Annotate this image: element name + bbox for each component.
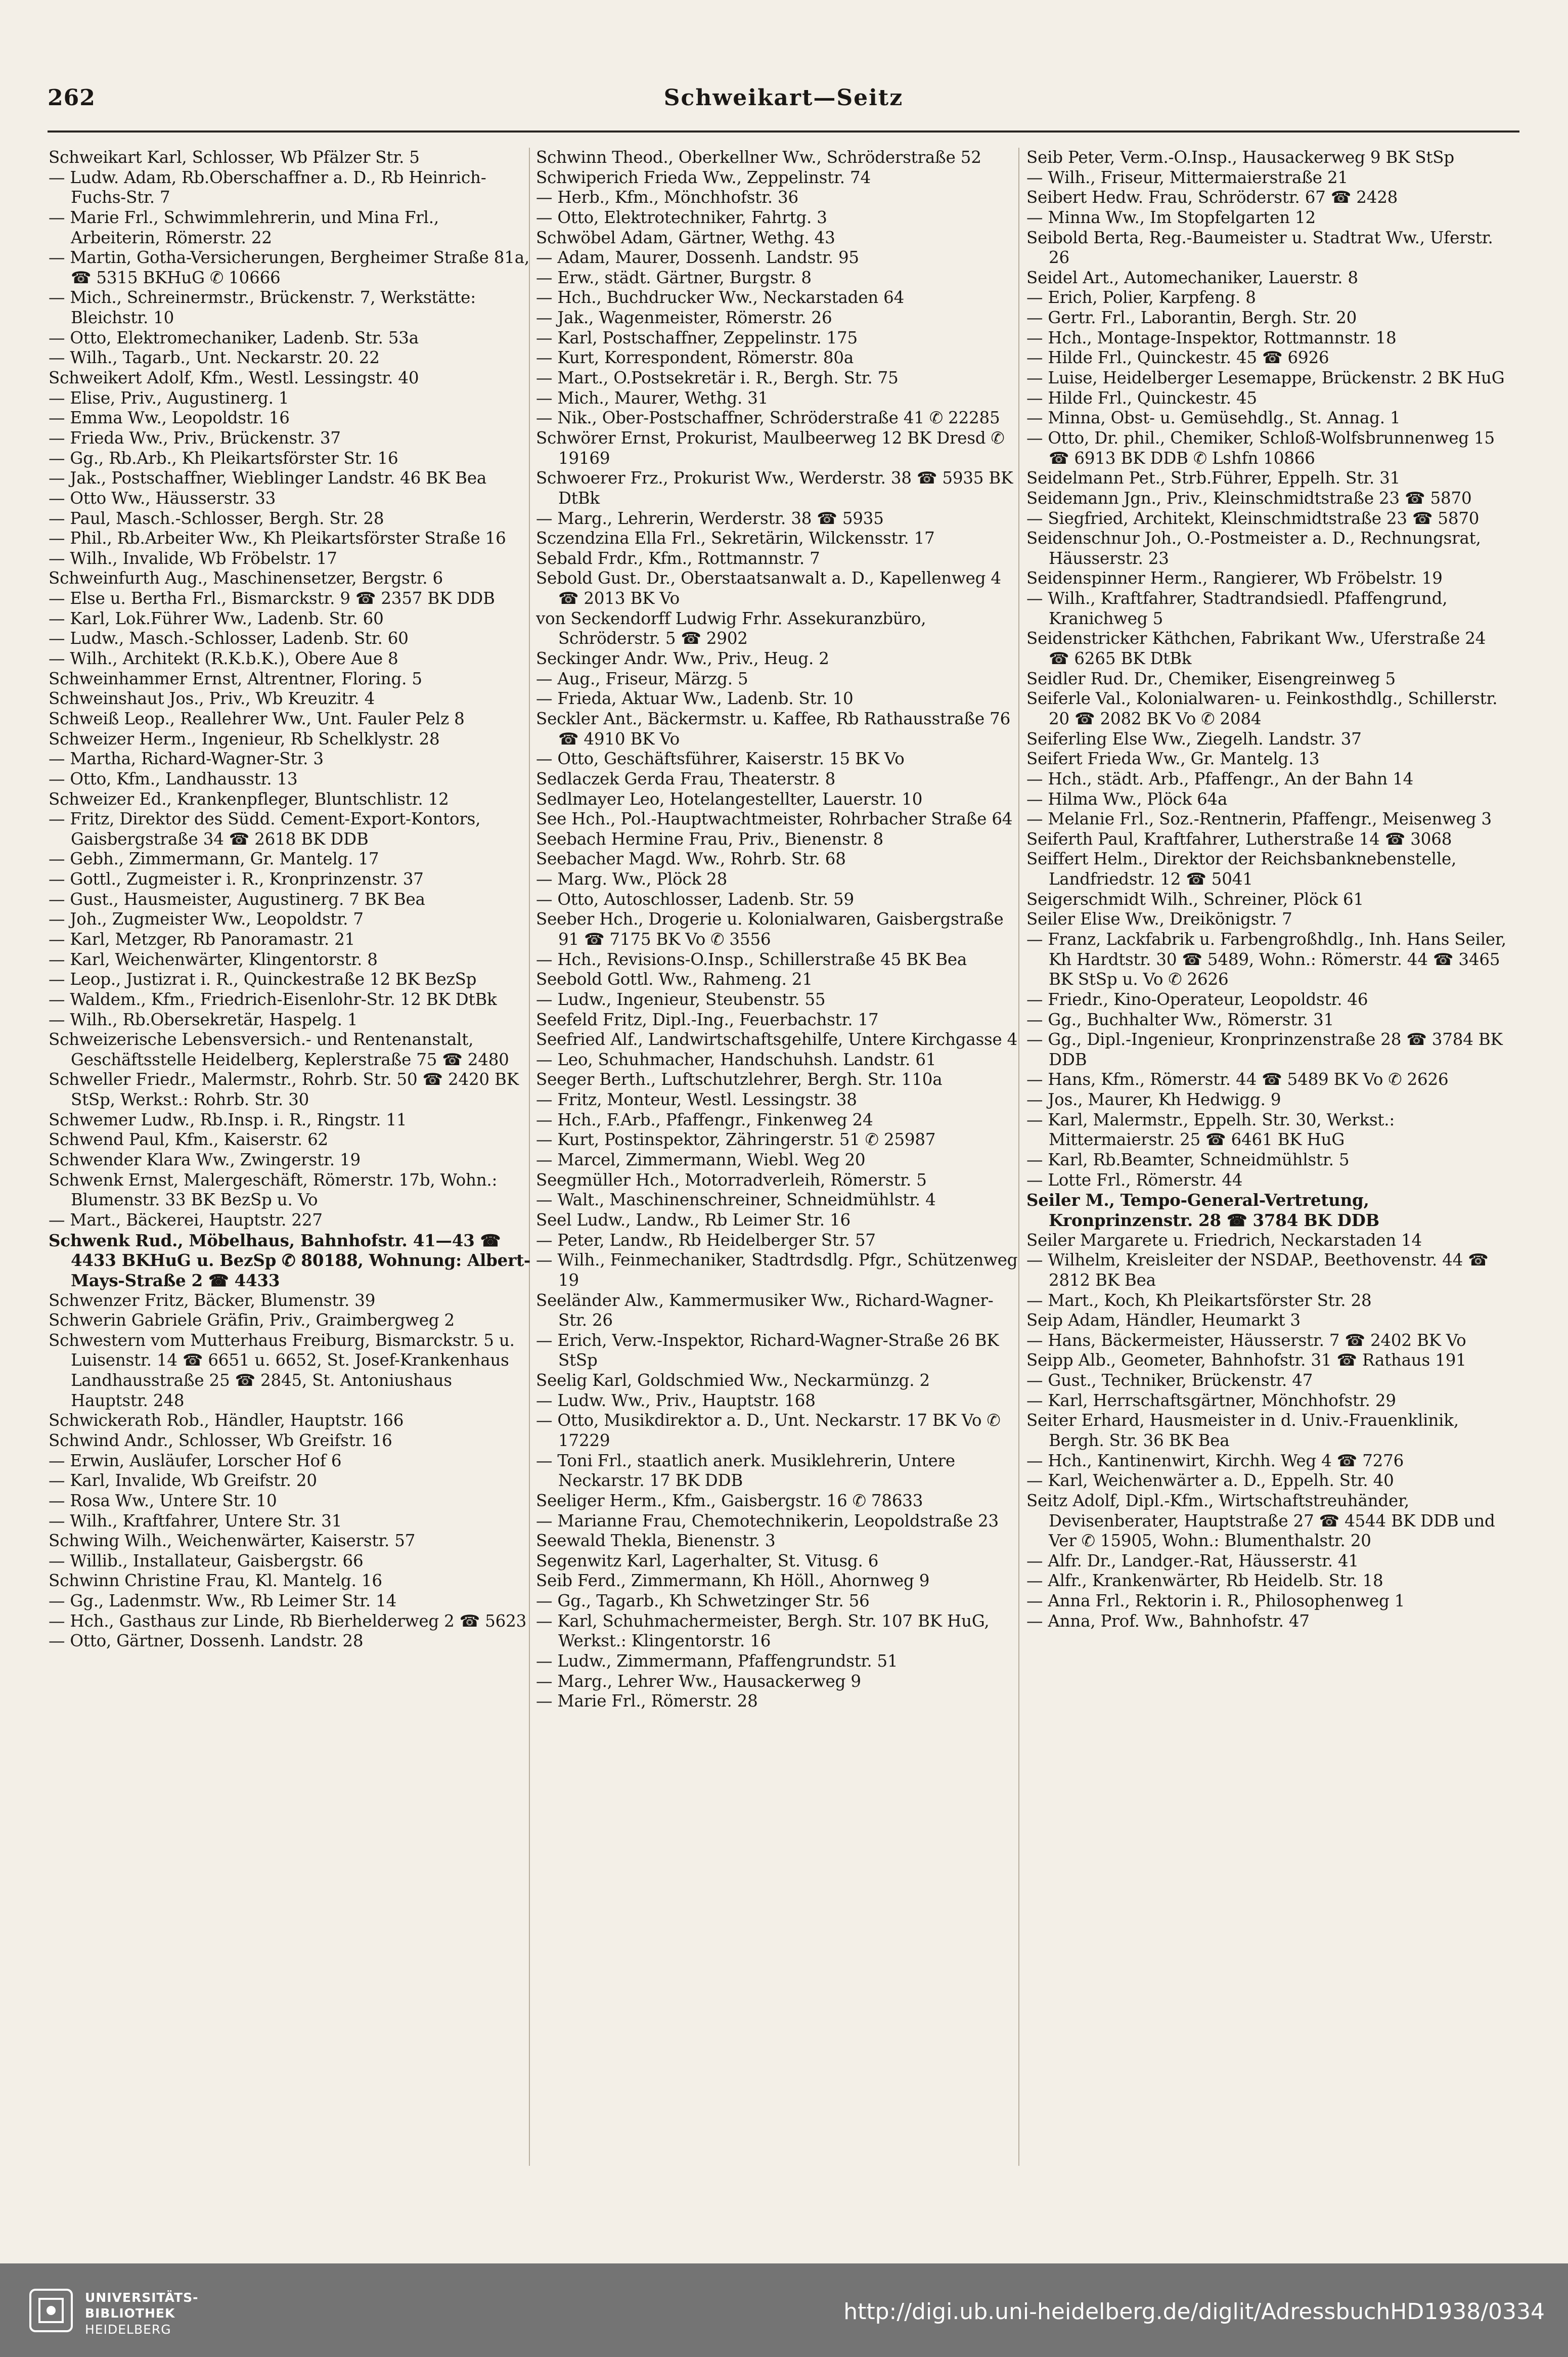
directory-entry: — Karl, Postschaffner, Zeppelinstr. 175 bbox=[536, 328, 858, 347]
directory-entry: Seibold Berta, Reg.-Baumeister u. Stadtrat Ww., Uferstr. 26 bbox=[1026, 228, 1493, 268]
directory-entry: — Melanie Frl., Soz.-Rentnerin, Pfaffengr., Meisenweg 3 bbox=[1026, 809, 1492, 829]
directory-entry: Seiferling Else Ww., Ziegelh. Landstr. 37 bbox=[1026, 729, 1362, 749]
directory-entry: Seiler Elise Ww., Dreikönigstr. 7 bbox=[1026, 909, 1292, 929]
page-number: 262 bbox=[48, 85, 96, 111]
directory-entry: Seidemann Jgn., Priv., Kleinschmidtstraße 23 ☎ 5870 bbox=[1026, 488, 1472, 508]
directory-entry: — Marg. Ww., Plöck 28 bbox=[536, 869, 728, 889]
directory-entry: — Otto, Dr. phil., Chemiker, Schloß-Wolfsbrunnenweg 15 ☎ 6913 BK DDB ✆ Lshfn 10866 bbox=[1026, 428, 1495, 468]
directory-entry: — Gebh., Zimmermann, Gr. Mantelg. 17 bbox=[49, 849, 379, 869]
directory-entry: — Otto, Kfm., Landhausstr. 13 bbox=[49, 769, 298, 789]
directory-entry: Seitz Adolf, Dipl.-Kfm., Wirtschaftstreuhänder, Devisenberater, Hauptstraße 27 ☎ 4544 BK DDB und Ver ✆ 15905, Wohn.: Blumenthalstr. 20 bbox=[1026, 1491, 1495, 1551]
directory-entry: — Jak., Wagenmeister, Römerstr. 26 bbox=[536, 308, 832, 328]
directory-entry: Seib Peter, Verm.-O.Insp., Hausackerweg 9 BK StSp bbox=[1026, 148, 1454, 167]
directory-entry: — Gust., Techniker, Brückenstr. 47 bbox=[1026, 1371, 1313, 1390]
directory-entry: — Lotte Frl., Römerstr. 44 bbox=[1026, 1170, 1243, 1190]
directory-entry: Seiler Margarete u. Friedrich, Neckarstaden 14 bbox=[1026, 1230, 1422, 1250]
directory-entry: — Wilh., Kraftfahrer, Stadtrandsiedl. Pfaffengrund, Kranichweg 5 bbox=[1026, 589, 1448, 628]
directory-entry: — Anna, Prof. Ww., Bahnhofstr. 47 bbox=[1026, 1611, 1310, 1631]
directory-entry: Seiferth Paul, Kraftfahrer, Lutherstraße 14 ☎ 3068 bbox=[1026, 829, 1452, 849]
directory-entry: — Hans, Bäckermeister, Häusserstr. 7 ☎ 2402 BK Vo bbox=[1026, 1330, 1466, 1350]
directory-column-1 bbox=[49, 148, 532, 2171]
directory-entry: — Alfr., Krankenwärter, Rb Heidelb. Str. 18 bbox=[1026, 1571, 1383, 1591]
directory-entry: — Otto, Musikdirektor a. D., Unt. Neckarstr. 17 BK Vo ✆ 17229 bbox=[536, 1411, 1001, 1450]
directory-entry: Seel Ludw., Landw., Rb Leimer Str. 16 bbox=[536, 1210, 851, 1230]
directory-entry: — Else u. Bertha Frl., Bismarckstr. 9 ☎ 2357 BK DDB bbox=[49, 589, 495, 608]
directory-entry: — Frieda Ww., Priv., Brückenstr. 37 bbox=[49, 428, 341, 448]
directory-entry: — Paul, Masch.-Schlosser, Bergh. Str. 28 bbox=[49, 508, 384, 528]
directory-entry: Seidel Art., Automechaniker, Lauerstr. 8 bbox=[1026, 268, 1358, 287]
header-rule bbox=[48, 130, 1519, 133]
directory-entry: — Wilh., Invalide, Wb Fröbelstr. 17 bbox=[49, 548, 337, 568]
directory-entry: — Siegfried, Architekt, Kleinschmidtstraße 23 ☎ 5870 bbox=[1026, 508, 1480, 528]
directory-entry: Seipp Alb., Geometer, Bahnhofstr. 31 ☎ Rathaus 191 bbox=[1026, 1350, 1466, 1370]
directory-entry: — Leop., Justizrat i. R., Quinckestraße 12 BK BezSp bbox=[49, 970, 477, 989]
directory-entry: — Wilh., Tagarb., Unt. Neckarstr. 20. 22 bbox=[49, 348, 380, 368]
running-head: Schweikart—Seitz bbox=[663, 85, 904, 111]
directory-entry: — Minna Ww., Im Stopfelgarten 12 bbox=[1026, 207, 1316, 227]
directory-entry: — Mich., Maurer, Wethg. 31 bbox=[536, 388, 769, 408]
directory-entry: — Hans, Kfm., Römerstr. 44 ☎ 5489 BK Vo ✆ 2626 bbox=[1026, 1070, 1449, 1089]
directory-entry: — Hch., Revisions-O.Insp., Schillerstraße 45 BK Bea bbox=[536, 949, 967, 969]
directory-entry: Schweizer Ed., Krankenpfleger, Bluntschlistr. 12 bbox=[49, 789, 449, 809]
directory-entry: — Alfr. Dr., Landger.-Rat, Häusserstr. 41 bbox=[1026, 1551, 1359, 1570]
directory-entry: Schwestern vom Mutterhaus Freiburg, Bismarckstr. 5 u. Luisenstr. 14 ☎ 6651 u. 6652, St. Josef-Krankenhaus Landhausstraße 25 ☎ 2845, St. Antoniushaus Hauptstr. 248 bbox=[49, 1330, 515, 1410]
directory-entry: — Ludw., Masch.-Schlosser, Ladenb. Str. 60 bbox=[49, 629, 409, 648]
directory-entry: Seiter Erhard, Hausmeister in d. Univ.-Frauenklinik, Bergh. Str. 36 BK Bea bbox=[1026, 1411, 1459, 1450]
directory-entry: — Otto, Gärtner, Dossenh. Landstr. 28 bbox=[49, 1631, 364, 1651]
directory-entry: Schweinhammer Ernst, Altrentner, Floring. 5 bbox=[49, 669, 422, 688]
university-library-logo-icon bbox=[29, 2289, 73, 2332]
directory-entry: Seegmüller Hch., Motorradverleih, Römerstr. 5 bbox=[536, 1170, 927, 1190]
directory-entry: Schwerin Gabriele Gräfin, Priv., Graimbergweg 2 bbox=[49, 1311, 455, 1330]
directory-entry: — Hilde Frl., Quinckestr. 45 ☎ 6926 bbox=[1026, 348, 1329, 368]
directory-entry: Schwoerer Frz., Prokurist Ww., Werderstr. 38 ☎ 5935 BK DtBk bbox=[536, 468, 1013, 508]
directory-entry: von Seckendorff Ludwig Frhr. Assekuranzbüro, Schröderstr. 5 ☎ 2902 bbox=[536, 608, 926, 648]
directory-entry: Seidenschnur Joh., O.-Postmeister a. D., Rechnungsrat, Häusserstr. 23 bbox=[1026, 529, 1481, 568]
directory-entry: Sebald Frdr., Kfm., Rottmannstr. 7 bbox=[536, 548, 820, 568]
directory-entry: Seebacher Magd. Ww., Rohrb. Str. 68 bbox=[536, 849, 846, 869]
directory-entry: Schwender Klara Ww., Zwingerstr. 19 bbox=[49, 1150, 361, 1170]
directory-entry: Schwind Andr., Schlosser, Wb Greifstr. 16 bbox=[49, 1431, 392, 1450]
directory-entry: See Hch., Pol.-Hauptwachtmeister, Rohrbacher Straße 64 bbox=[536, 809, 1013, 829]
directory-entry: — Minna, Obst- u. Gemüsehdlg., St. Annag. 1 bbox=[1026, 408, 1401, 428]
directory-entry: Seidenspinner Herm., Rangierer, Wb Fröbelstr. 19 bbox=[1026, 569, 1443, 588]
directory-entry: — Gg., Ladenmstr. Ww., Rb Leimer Str. 14 bbox=[49, 1591, 397, 1611]
directory-entry: — Karl, Rb.Beamter, Schneidmühlstr. 5 bbox=[1026, 1150, 1350, 1170]
directory-entry: — Hch., Montage-Inspektor, Rottmannstr. 18 bbox=[1026, 328, 1397, 347]
directory-entry: Schwöbel Adam, Gärtner, Wethg. 43 bbox=[536, 228, 835, 247]
page-header bbox=[48, 85, 1519, 121]
directory-entry: — Rosa Ww., Untere Str. 10 bbox=[49, 1491, 277, 1510]
directory-entry: Schwiperich Frieda Ww., Zeppelinstr. 74 bbox=[536, 167, 871, 187]
directory-entry: — Wilh., Friseur, Mittermaierstraße 21 bbox=[1026, 167, 1348, 187]
directory-entry: — Frieda, Aktuar Ww., Ladenb. Str. 10 bbox=[536, 689, 854, 709]
directory-entry: Seiffert Helm., Direktor der Reichsbanknebenstelle, Landfriedstr. 12 ☎ 5041 bbox=[1026, 849, 1457, 889]
directory-column-2 bbox=[536, 148, 1019, 2171]
directory-entry: Schwinn Theod., Oberkellner Ww., Schröderstraße 52 bbox=[536, 148, 981, 167]
directory-entry: — Joh., Zugmeister Ww., Leopoldstr. 7 bbox=[49, 909, 364, 929]
directory-entry: — Kurt, Postinspektor, Zähringerstr. 51 ✆ 25987 bbox=[536, 1130, 936, 1150]
directory-entry: Schwickerath Rob., Händler, Hauptstr. 166 bbox=[49, 1411, 404, 1430]
directory-entry: — Willib., Installateur, Gaisbergstr. 66 bbox=[49, 1551, 364, 1570]
directory-entry: Schwing Wilh., Weichenwärter, Kaiserstr. 57 bbox=[49, 1531, 416, 1551]
directory-entry: — Wilh., Rb.Obersekretär, Haspelg. 1 bbox=[49, 1010, 358, 1029]
directory-entry: Seib Ferd., Zimmermann, Kh Höll., Ahornweg 9 bbox=[536, 1571, 930, 1591]
directory-entry: Seidenstricker Käthchen, Fabrikant Ww., Uferstraße 24 ☎ 6265 BK DtBk bbox=[1026, 629, 1486, 669]
directory-entry: — Fritz, Monteur, Westl. Lessingstr. 38 bbox=[536, 1090, 857, 1110]
directory-entry: — Mart., O.Postsekretär i. R., Bergh. Str. 75 bbox=[536, 368, 899, 388]
directory-entry: — Franz, Lackfabrik u. Farbengroßhdlg., Inh. Hans Seiler, Kh Hardtstr. 30 ☎ 5489, Wohn.: Römerstr. 44 ☎ 3465 BK StSp u. Vo ✆ 2626 bbox=[1026, 929, 1506, 989]
directory-entry: Sczendzina Ella Frl., Sekretärin, Wilckensstr. 17 bbox=[536, 529, 935, 548]
directory-entry: — Gg., Buchhalter Ww., Römerstr. 31 bbox=[1026, 1010, 1334, 1029]
directory-entry: — Wilh., Feinmechaniker, Stadtrdsdlg. Pfgr., Schützenweg 19 bbox=[536, 1250, 1018, 1290]
directory-entry: Seeber Hch., Drogerie u. Kolonialwaren, Gaisbergstraße 91 ☎ 7175 BK Vo ✆ 3556 bbox=[536, 909, 1004, 949]
directory-entry: Seebach Hermine Frau, Priv., Bienenstr. 8 bbox=[536, 829, 883, 849]
directory-entry: Seeliger Herm., Kfm., Gaisbergstr. 16 ✆ 78633 bbox=[536, 1491, 923, 1510]
directory-entry: — Jak., Postschaffner, Wieblinger Landstr. 46 BK Bea bbox=[49, 468, 487, 488]
directory-entry: Seeger Berth., Luftschutzlehrer, Bergh. Str. 110a bbox=[536, 1070, 943, 1089]
directory-entry: Segenwitz Karl, Lagerhalter, St. Vitusg. 6 bbox=[536, 1551, 879, 1570]
directory-entry: — Kurt, Korrespondent, Römerstr. 80a bbox=[536, 348, 854, 368]
directory-entry: — Hch., Gasthaus zur Linde, Rb Bierhelderweg 2 ☎ 5623 bbox=[49, 1611, 527, 1631]
directory-entry: Schweizerische Lebensversich.- und Rentenanstalt, Geschäftsstelle Heidelberg, Keplerstraße 75 ☎ 2480 bbox=[49, 1030, 509, 1069]
directory-entry: Schwend Paul, Kfm., Kaiserstr. 62 bbox=[49, 1130, 329, 1150]
directory-entry: — Otto, Elektromechaniker, Ladenb. Str. 53a bbox=[49, 328, 419, 347]
directory-entry: — Karl, Malermstr., Eppelh. Str. 30, Werkst.: Mittermaierstr. 25 ☎ 6461 BK HuG bbox=[1026, 1110, 1395, 1150]
directory-entry: Schwörer Ernst, Prokurist, Maulbeerweg 12 BK Dresd ✆ 19169 bbox=[536, 428, 1005, 468]
library-name-line2: BIBLIOTHEK bbox=[85, 2306, 175, 2321]
directory-entry: — Hch., Kantinenwirt, Kirchh. Weg 4 ☎ 7276 bbox=[1026, 1451, 1404, 1470]
directory-entry: Schweikart Karl, Schlosser, Wb Pfälzer Str. 5 bbox=[49, 148, 420, 167]
directory-entry: — Emma Ww., Leopoldstr. 16 bbox=[49, 408, 290, 428]
directory-entry: — Hch., Buchdrucker Ww., Neckarstaden 64 bbox=[536, 288, 905, 308]
directory-entry: — Marg., Lehrerin, Werderstr. 38 ☎ 5935 bbox=[536, 508, 884, 528]
directory-entry: Seibert Hedw. Frau, Schröderstr. 67 ☎ 2428 bbox=[1026, 188, 1398, 207]
directory-entry: — Marie Frl., Römerstr. 28 bbox=[536, 1691, 758, 1711]
directory-entry: — Adam, Maurer, Dossenh. Landstr. 95 bbox=[536, 248, 859, 268]
library-name-line1: UNIVERSITÄTS- bbox=[85, 2290, 199, 2305]
directory-entry: — Otto, Autoschlosser, Ladenb. Str. 59 bbox=[536, 889, 854, 909]
directory-entry: Seewald Thekla, Bienenstr. 3 bbox=[536, 1531, 776, 1551]
directory-entry: Seckler Ant., Bäckermstr. u. Kaffee, Rb Rathausstraße 76 ☎ 4910 BK Vo bbox=[536, 709, 1011, 749]
directory-entry: — Gust., Hausmeister, Augustinerg. 7 BK Bea bbox=[49, 889, 425, 909]
directory-entry: Seeländer Alw., Kammermusiker Ww., Richard-Wagner-Str. 26 bbox=[536, 1290, 994, 1330]
directory-entry: Sedlaczek Gerda Frau, Theaterstr. 8 bbox=[536, 769, 836, 789]
directory-entry: Schweikert Adolf, Kfm., Westl. Lessingstr. 40 bbox=[49, 368, 419, 388]
library-footer-bar bbox=[0, 2263, 1568, 2357]
directory-entry: — Marie Frl., Schwimmlehrerin, und Mina Frl., Arbeiterin, Römerstr. 22 bbox=[49, 207, 439, 247]
directory-entry: — Erw., städt. Gärtner, Burgstr. 8 bbox=[536, 268, 812, 287]
directory-entry: — Gg., Dipl.-Ingenieur, Kronprinzenstraße 28 ☎ 3784 BK DDB bbox=[1026, 1030, 1503, 1069]
directory-entry: — Hilma Ww., Plöck 64a bbox=[1026, 789, 1228, 809]
directory-entry: — Mart., Koch, Kh Pleikartsförster Str. 28 bbox=[1026, 1290, 1372, 1310]
directory-entry: — Karl, Invalide, Wb Greifstr. 20 bbox=[49, 1471, 317, 1491]
directory-entry: — Karl, Herrschaftsgärtner, Mönchhofstr. 29 bbox=[1026, 1390, 1396, 1410]
directory-entry: — Wilh., Kraftfahrer, Untere Str. 31 bbox=[49, 1511, 342, 1531]
directory-entry: Schwenk Ernst, Malergeschäft, Römerstr. 17b, Wohn.: Blumenstr. 33 BK BezSp u. Vo bbox=[49, 1170, 498, 1210]
directory-entry: — Otto, Geschäftsführer, Kaiserstr. 15 BK Vo bbox=[536, 749, 905, 769]
directory-entry: — Karl, Metzger, Rb Panoramastr. 21 bbox=[49, 929, 355, 949]
directory-entry: — Gg., Rb.Arb., Kh Pleikartsförster Str. 16 bbox=[49, 448, 398, 468]
directory-entry: — Gg., Tagarb., Kh Schwetzinger Str. 56 bbox=[536, 1591, 870, 1611]
directory-entry: — Nik., Ober-Postschaffner, Schröderstraße 41 ✆ 22285 bbox=[536, 408, 1000, 428]
directory-entry: — Hch., städt. Arb., Pfaffengr., An der Bahn 14 bbox=[1026, 769, 1414, 789]
directory-entry: Seigerschmidt Wilh., Schreiner, Plöck 61 bbox=[1026, 889, 1364, 909]
directory-entry: — Gertr. Frl., Laborantin, Bergh. Str. 20 bbox=[1026, 308, 1357, 328]
directory-entry: — Karl, Lok.Führer Ww., Ladenb. Str. 60 bbox=[49, 608, 384, 628]
directory-entry: — Elise, Priv., Augustinerg. 1 bbox=[49, 388, 289, 408]
library-name-line3: HEIDELBERG bbox=[85, 2322, 171, 2337]
directory-entry: Schwenzer Fritz, Bäcker, Blumenstr. 39 bbox=[49, 1290, 376, 1310]
permalink-url[interactable]: http://digi.ub.uni-heidelberg.de/diglit/AdressbuchHD1938/0334 bbox=[843, 2299, 1545, 2325]
directory-entry: Schwenk Rud., Möbelhaus, Bahnhofstr. 41—43 ☎ 4433 BKHuG u. BezSp ✆ 80188, Wohnung: Albert-Mays-Straße 2 ☎ 4433 bbox=[49, 1230, 531, 1290]
directory-entry: — Wilh., Architekt (R.K.b.K.), Obere Aue 8 bbox=[49, 649, 398, 669]
directory-entry: — Wilhelm, Kreisleiter der NSDAP., Beethovenstr. 44 ☎ 2812 BK Bea bbox=[1026, 1250, 1489, 1290]
directory-entry: — Anna Frl., Rektorin i. R., Philosophenweg 1 bbox=[1026, 1591, 1405, 1611]
directory-entry: Schweinfurth Aug., Maschinensetzer, Bergstr. 6 bbox=[49, 569, 443, 588]
directory-entry: Seelig Karl, Goldschmied Ww., Neckarmünzg. 2 bbox=[536, 1371, 930, 1390]
directory-entry: — Otto Ww., Häusserstr. 33 bbox=[49, 488, 276, 508]
directory-entry: Seifert Frieda Ww., Gr. Mantelg. 13 bbox=[1026, 749, 1320, 769]
directory-entry: Schwemer Ludw., Rb.Insp. i. R., Ringstr. 11 bbox=[49, 1110, 407, 1129]
directory-entry: — Mart., Bäckerei, Hauptstr. 227 bbox=[49, 1210, 323, 1230]
directory-entry: — Marianne Frau, Chemotechnikerin, Leopoldstraße 23 bbox=[536, 1511, 999, 1531]
directory-entry: — Martin, Gotha-Versicherungen, Bergheimer Straße 81a, ☎ 5315 BKHuG ✆ 10666 bbox=[49, 248, 530, 287]
directory-entry: — Herb., Kfm., Mönchhofstr. 36 bbox=[536, 188, 799, 207]
directory-entry: — Ludw., Zimmermann, Pfaffengrundstr. 51 bbox=[536, 1651, 898, 1671]
directory-entry: — Erich, Verw.-Inspektor, Richard-Wagner-Straße 26 BK StSp bbox=[536, 1330, 999, 1370]
directory-entry: — Martha, Richard-Wagner-Str. 3 bbox=[49, 749, 324, 769]
directory-entry: Schweiß Leop., Reallehrer Ww., Unt. Fauler Pelz 8 bbox=[49, 709, 465, 728]
directory-entry: Seefried Alf., Landwirtschaftsgehilfe, Untere Kirchgasse 4 bbox=[536, 1030, 1018, 1050]
directory-entry: — Ludw. Ww., Priv., Hauptstr. 168 bbox=[536, 1390, 816, 1410]
library-name bbox=[85, 2290, 198, 2337]
directory-entry: Schweizer Herm., Ingenieur, Rb Schelklystr. 28 bbox=[49, 729, 440, 749]
directory-entry: — Peter, Landw., Rb Heidelberger Str. 57 bbox=[536, 1230, 876, 1250]
directory-entry: Schwinn Christine Frau, Kl. Mantelg. 16 bbox=[49, 1571, 382, 1591]
directory-entry: — Erwin, Ausläufer, Lorscher Hof 6 bbox=[49, 1451, 342, 1470]
directory-entry: Schweller Friedr., Malermstr., Rohrb. Str. 50 ☎ 2420 BK StSp, Werkst.: Rohrb. Str. 30 bbox=[49, 1070, 519, 1110]
directory-entry: — Hilde Frl., Quinckestr. 45 bbox=[1026, 388, 1257, 408]
directory-entry: — Friedr., Kino-Operateur, Leopoldstr. 46 bbox=[1026, 989, 1368, 1009]
directory-entry: Seefeld Fritz, Dipl.-Ing., Feuerbachstr. 17 bbox=[536, 1010, 879, 1029]
directory-entry: — Karl, Weichenwärter a. D., Eppelh. Str. 40 bbox=[1026, 1471, 1394, 1491]
directory-entry: — Walt., Maschinenschreiner, Schneidmühlstr. 4 bbox=[536, 1190, 936, 1210]
directory-entry: — Karl, Weichenwärter, Klingentorstr. 8 bbox=[49, 949, 378, 969]
directory-entry: — Fritz, Direktor des Südd. Cement-Export-Kontors, Gaisbergstraße 34 ☎ 2618 BK DDB bbox=[49, 809, 481, 849]
directory-entry: Sedlmayer Leo, Hotelangestellter, Lauerstr. 10 bbox=[536, 789, 923, 809]
directory-entry: — Karl, Schuhmachermeister, Bergh. Str. 107 BK HuG, Werkst.: Klingentorstr. 16 bbox=[536, 1611, 990, 1651]
directory-entry: — Gottl., Zugmeister i. R., Kronprinzenstr. 37 bbox=[49, 869, 424, 889]
directory-entry: Sebold Gust. Dr., Oberstaatsanwalt a. D., Kapellenweg 4 ☎ 2013 BK Vo bbox=[536, 569, 1001, 608]
directory-entry: — Mich., Schreinermstr., Brückenstr. 7, Werkstätte: Bleichstr. 10 bbox=[49, 288, 476, 328]
directory-entry: — Marcel, Zimmermann, Wiebl. Weg 20 bbox=[536, 1150, 866, 1170]
directory-entry: Seidelmann Pet., Strb.Führer, Eppelh. Str. 31 bbox=[1026, 468, 1401, 488]
directory-entry: — Marg., Lehrer Ww., Hausackerweg 9 bbox=[536, 1671, 861, 1691]
directory-entry: Seiferle Val., Kolonialwaren- u. Feinkosthdlg., Schillerstr. 20 ☎ 2082 BK Vo ✆ 2084 bbox=[1026, 689, 1498, 728]
directory-entry: Seiler M., Tempo-General-Vertretung, Kronprinzenstr. 28 ☎ 3784 BK DDB bbox=[1026, 1190, 1379, 1230]
directory-entry: — Jos., Maurer, Kh Hedwigg. 9 bbox=[1026, 1090, 1281, 1110]
directory-entry: Seckinger Andr. Ww., Priv., Heug. 2 bbox=[536, 649, 829, 669]
directory-entry: — Leo, Schuhmacher, Handschuhsh. Landstr. 61 bbox=[536, 1050, 936, 1069]
directory-entry: Seebold Gottl. Ww., Rahmeng. 21 bbox=[536, 970, 813, 989]
directory-entry: — Luise, Heidelberger Lesemappe, Brückenstr. 2 BK HuG bbox=[1026, 368, 1505, 388]
directory-entry: — Otto, Elektrotechniker, Fahrtg. 3 bbox=[536, 207, 827, 227]
directory-entry: — Aug., Friseur, Märzg. 5 bbox=[536, 669, 748, 688]
directory-entry: Schweinshaut Jos., Priv., Wb Kreuzitr. 4 bbox=[49, 689, 375, 709]
directory-entry: — Waldem., Kfm., Friedrich-Eisenlohr-Str. 12 BK DtBk bbox=[49, 989, 497, 1009]
directory-entry: — Erich, Polier, Karpfeng. 8 bbox=[1026, 288, 1256, 308]
directory-entry: — Toni Frl., staatlich anerk. Musiklehrerin, Untere Neckarstr. 17 BK DDB bbox=[536, 1451, 955, 1491]
directory-entry: Seidler Rud. Dr., Chemiker, Eisengreinweg 5 bbox=[1026, 669, 1396, 688]
directory-entry: — Hch., F.Arb., Pfaffengr., Finkenweg 24 bbox=[536, 1110, 873, 1129]
directory-column-3 bbox=[1026, 148, 1510, 2171]
directory-entry: — Phil., Rb.Arbeiter Ww., Kh Pleikartsförster Straße 16 bbox=[49, 529, 506, 548]
directory-entry: — Ludw. Adam, Rb.Oberschaffner a. D., Rb Heinrich-Fuchs-Str. 7 bbox=[49, 167, 486, 207]
directory-entry: Seip Adam, Händler, Heumarkt 3 bbox=[1026, 1311, 1301, 1330]
directory-entry: — Ludw., Ingenieur, Steubenstr. 55 bbox=[536, 989, 826, 1009]
